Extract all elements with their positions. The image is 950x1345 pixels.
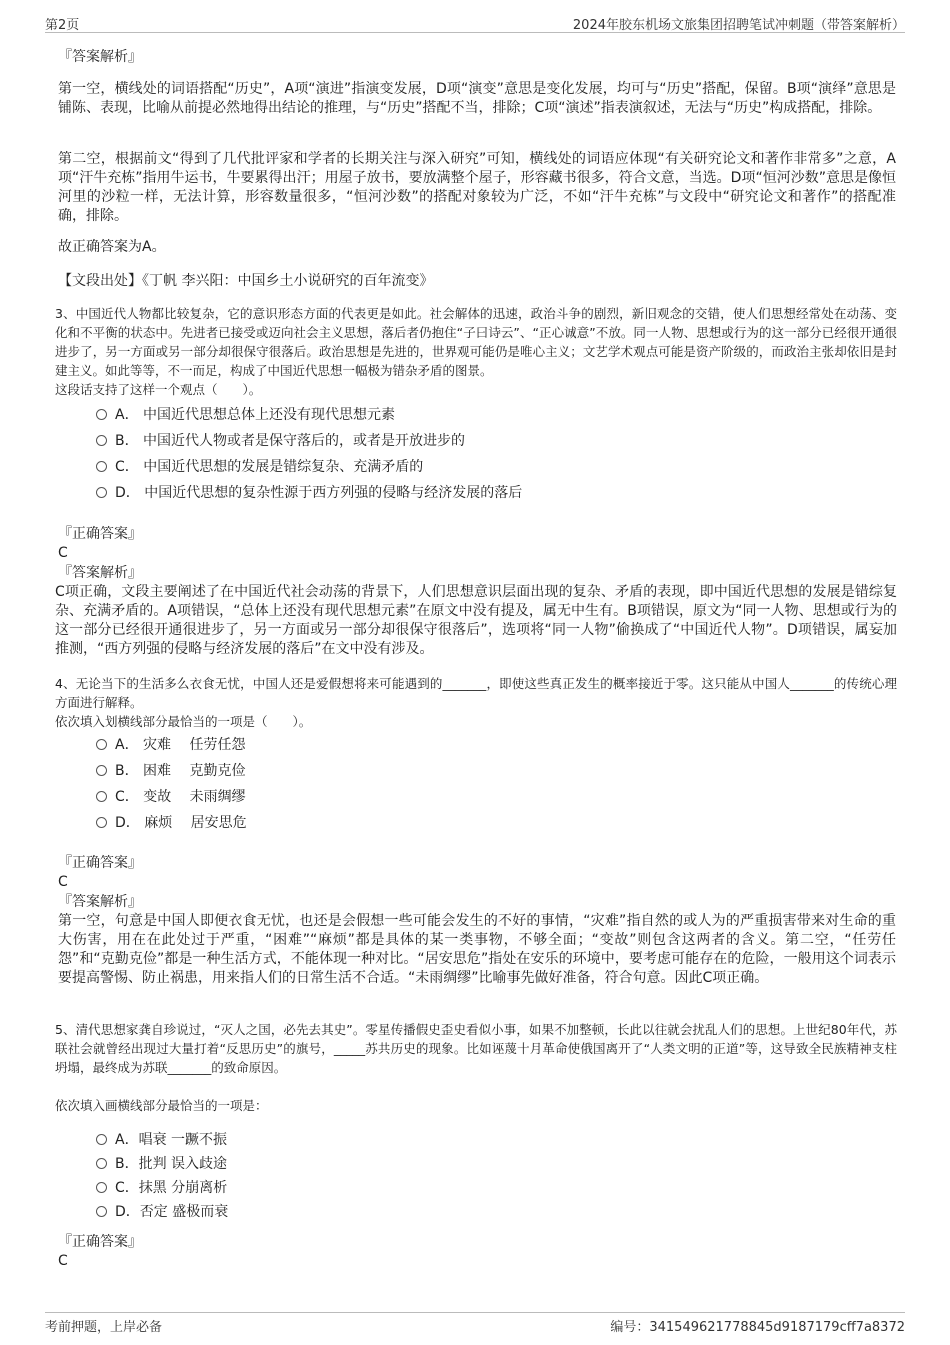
- question-4-option-c[interactable]: C． 变故 未雨绸缪: [96, 787, 246, 807]
- radio-icon[interactable]: [96, 791, 107, 802]
- page-header: [45, 14, 905, 33]
- radio-icon[interactable]: [96, 765, 107, 776]
- question-3-answer: C: [58, 545, 68, 561]
- question-5-answer-label: 『正确答案』: [58, 1234, 142, 1250]
- question-3-option-a[interactable]: A． 中国近代思想总体上还没有现代思想元素: [96, 405, 395, 425]
- radio-icon[interactable]: [96, 461, 107, 472]
- radio-icon[interactable]: [96, 1158, 107, 1169]
- analysis-label: 『答案解析』: [58, 49, 142, 65]
- question-4-analysis: 第一空，句意是中国人即便衣食无忧，也还是会假想一些可能会发生的不好的事情，“灾难”指自然的或人为的严重损害带来对生命的重大伤害，用在在此处过于严重，“困难”“麻烦”都是具体的某一类事物，不够全面；“变故”则包含这两者的含义。第二空，“任劳任怨”和“克勤克俭”都是一种生活方式，不能体现一种对比。“居安思危”指处在安乐的环境中，要考虑可能存在的危险，一般用这个词表示要提高警惕、防止祸患，用来指人们的日常生活不合适。“未雨绸缪”比喻事先做好准备，符合句意。因此C项正确。: [58, 913, 896, 986]
- radio-icon[interactable]: [96, 409, 107, 420]
- page-footer: [45, 1312, 905, 1333]
- question-5-answer: C: [58, 1253, 68, 1269]
- radio-icon[interactable]: [96, 435, 107, 446]
- question-3-option-c[interactable]: C． 中国近代思想的发展是错综复杂、充满矛盾的: [96, 457, 423, 477]
- question-4-analysis-label: 『答案解析』: [58, 894, 142, 910]
- source-citation: 【文段出处】《丁帆 李兴阳：中国乡土小说研究的百年流变》: [58, 273, 434, 289]
- radio-icon[interactable]: [96, 1206, 107, 1217]
- question-5-option-a[interactable]: A．唱衰 一蹶不振: [96, 1130, 227, 1150]
- radio-icon[interactable]: [96, 487, 107, 498]
- question-3-prompt: 这段话支持了这样一个观点（ ）。: [55, 382, 262, 397]
- question-4-stem: 4、无论当下的生活多么衣食无忧，中国人还是爱假想将来可能遇到的_______，即使这些真正发生的概率接近于零。这只能从中国人_______的传统心理方面进行解释。: [55, 676, 897, 710]
- question-4-option-d[interactable]: D． 麻烦 居安思危: [96, 813, 247, 833]
- document-id: 编号：341549621778845d9187179cff7a8372: [610, 1320, 905, 1335]
- question-3-answer-label: 『正确答案』: [58, 526, 142, 542]
- footer-slogan: 考前押题，上岸必备: [45, 1320, 163, 1335]
- question-3-analysis: C项正确，文段主要阐述了在中国近代社会动荡的背景下，人们思想意识层面出现的复杂、矛盾的表现，即中国近代思想的发展是错综复杂、充满矛盾的。A项错误，“总体上还没有现代思想元素”在原文中没有提及，属无中生有。B项错误，原文为“同一人物、思想或行为的这一部分已经很开通很进步了，另一方面或另一部分却很保守很落后”，选项将“同一人物”偷换成了“中国近代人物”。D项错误，属妄加推测，“西方列强的侵略与经济发展的落后”在文中没有涉及。: [55, 584, 897, 657]
- question-3-analysis-label: 『答案解析』: [58, 565, 142, 581]
- question-5-prompt: 依次填入画横线部分最恰当的一项是：: [55, 1098, 268, 1113]
- question-3-stem: 3、中国近代人物都比较复杂，它的意识形态方面的代表更是如此。社会解体的迅速，政治斗争的剧烈，新旧观念的交错，使人们思想经常处在动荡、变化和不平衡的状态中。先进者已接受或迈向社会主义思想，落后者仍抱住“子曰诗云”、“正心诚意”不放。同一人物、思想或行为的这一部分已经很开通很进步了，另一方面或另一部分却很保守很落后。政治思想是先进的，世界观可能仍是唯心主义；文艺学术观点可能是资产阶级的，而政治主张却依旧是封建主义。如此等等，不一而足，构成了中国近代思想一幅极为错杂矛盾的图景。: [55, 306, 897, 378]
- question-4-option-b[interactable]: B． 困难 克勤克俭: [96, 761, 246, 781]
- radio-icon[interactable]: [96, 817, 107, 828]
- question-4-option-a[interactable]: A． 灾难 任劳任怨: [96, 735, 245, 755]
- analysis-paragraph-2: 第二空，根据前文“得到了几代批评家和学者的长期关注与深入研究”可知，横线处的词语应体现“有关研究论文和著作非常多”之意，A项“汗牛充栋”指用牛运书，牛要累得出汗；用屋子放书，要放满整个屋子，形容藏书很多，符合文意，当选。D项“恒河沙数”意思是像恒河里的沙粒一样，无法计算，形容数量很多，“恒河沙数”的搭配对象较为广泛，不如“汗牛充栋”与文段中“研究论文和著作”的搭配准确，排除。: [58, 151, 896, 224]
- question-5-option-c[interactable]: C．抹黑 分崩离析: [96, 1178, 227, 1198]
- question-3-option-d[interactable]: D． 中国近代思想的复杂性源于西方列强的侵略与经济发展的落后: [96, 483, 522, 503]
- question-5-stem: 5、清代思想家龚自珍说过，“灭人之国，必先去其史”。零星传播假史歪史看似小事，如果不加整顿，长此以往就会扰乱人们的思想。上世纪80年代，苏联社会就曾经出现过大量打着“反思历史”的旗号，_____苏共历史的现象。比如诬蔑十月革命使俄国离开了“人类文明的正道”等，这导致全民族精神支柱坍塌，最终成为苏联_______的致命原因。: [55, 1022, 897, 1075]
- question-4-answer-label: 『正确答案』: [58, 855, 142, 871]
- analysis-paragraph-1: 第一空，横线处的词语搭配“历史”，A项“演进”指演变发展，D项“演变”意思是变化发展，均可与“历史”搭配，保留。B项“演绎”意思是铺陈、表现，比喻从前提必然地得出结论的推理，与“历史”搭配不当，排除；C项“演述”指表演叙述，无法与“历史”构成搭配，排除。: [58, 81, 896, 116]
- analysis-conclusion: 故正确答案为A。: [58, 239, 166, 255]
- question-4-answer: C: [58, 874, 68, 890]
- document-title: 2024年胶东机场文旅集团招聘笔试冲刺题（带答案解析）: [572, 18, 905, 33]
- radio-icon[interactable]: [96, 1182, 107, 1193]
- radio-icon[interactable]: [96, 1134, 107, 1145]
- question-4-prompt: 依次填入划横线部分最恰当的一项是（ ）。: [55, 714, 312, 729]
- question-3-option-b[interactable]: B． 中国近代人物或者是保守落后的，或者是开放进步的: [96, 431, 465, 451]
- question-5-option-d[interactable]: D．否定 盛极而衰: [96, 1202, 228, 1222]
- page-number: 第2页: [45, 18, 80, 33]
- question-5-option-b[interactable]: B．批判 误入歧途: [96, 1154, 227, 1174]
- radio-icon[interactable]: [96, 739, 107, 750]
